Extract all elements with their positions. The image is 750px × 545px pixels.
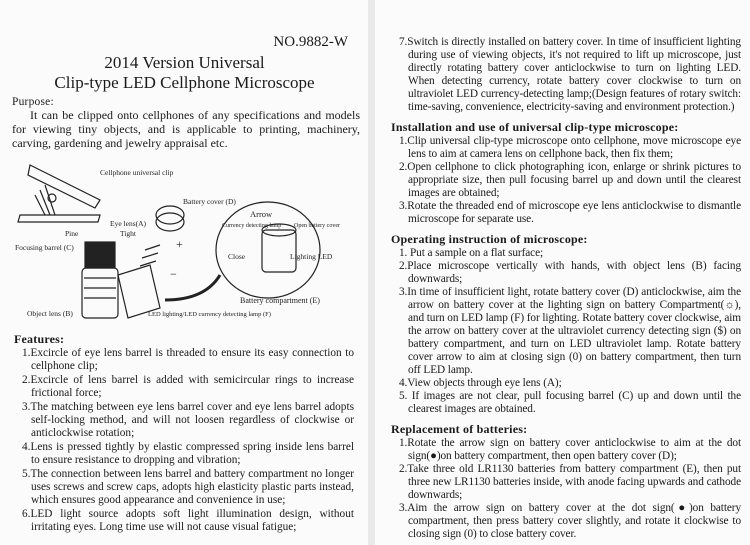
label-clip: Cellphone universal clip [100, 168, 174, 177]
label-eye-lens: Eye lens(A) [110, 219, 147, 228]
label-object-lens: Object lens (B) [27, 309, 73, 318]
feature-7-section [391, 36, 741, 114]
clip-illustration [18, 165, 100, 222]
operating-item: 5. If images are not clear, pull focusing barrel (C) up and down until the clearest images are obtained. [399, 390, 741, 415]
replacement-item: 3.Aim the arrow sign on battery cover at the dot sign(●)on battery compartment, then press battery cover slightly, and rotate it clockwise to closing sign (0) to close battery cover. [399, 502, 741, 540]
right-page [375, 0, 750, 545]
label-battery-compartment: Battery compartment (E) [240, 296, 320, 305]
operating-item: 3.In time of insufficient light, rotate battery cover (D) anticlockwise, aim the arrow on battery cover at the lighting sign on battery Compartment(☼), and turn on LED lamp (F) for lighting. Rotate battery cover clockwise, aim the arrow on battery cover at the ultraviolet currency detecting sign ($) on battery compartment, and turn on LED ultraviolet lamp. Rotate battery cover arrow to aim at closing sign (0) on battery compartment, then turn off LED lamp. [399, 286, 741, 376]
features-heading: Features: [14, 332, 65, 346]
operating-item: 2.Place microscope vertically with hands, with object lens (B) facing downwards; [399, 260, 741, 285]
feature-item: 3.The matching between eye lens barrel cover and eye lens barrel adopts self-locking method, and will not loosen regardless of clockwise or anticlockwise rotation; [22, 400, 354, 440]
label-battery-cover: Battery cover (D) [183, 197, 236, 206]
installation-item: 3.Rotate the threaded end of microscope eye lens anticlockwise to dismantle microscope for separate use. [399, 200, 741, 225]
installation-section [391, 120, 741, 226]
label-tight: Tight [120, 229, 136, 238]
label-plus: + [176, 237, 183, 251]
microscope-diagram [0, 160, 368, 330]
installation-item: 2.Open cellphone to click photographing icon, enlarge or shrink pictures to appropriate size, then pull focusing barrel up and down until the clearest images are obtained; [399, 161, 741, 199]
operating-section [391, 232, 741, 416]
replacement-item: 1.Rotate the arrow sign on battery cover anticlockwise to aim at the dot sign(●)on battery compartment, then open battery cover (D); [399, 437, 741, 462]
replacement-heading: Replacement of batteries: [391, 422, 528, 436]
installation-heading: Installation and use of universal clip-type microscope: [391, 120, 679, 134]
model-number: NO.9882-W [273, 34, 348, 50]
label-currency-lamp: Currency detecting lamp [222, 223, 282, 229]
operating-item: 1. Put a sample on a flat surface; [399, 247, 544, 259]
feature-item: 2.Excircle of lens barrel is added with semicircular rings to increase frictional force; [22, 373, 354, 400]
feature-item-7: 7.Switch is directly installed on battery cover. In time of insufficient lighting during use of viewing objects, it's not required to lift up microscope, just directly rotating battery cover anticlockwise to turn on lighting LED. When detecting currency, rotate battery cover clockwise to turn on ultraviolet LED currency-detecting lamp;(Design features of rotary switch: time-saving, convenience, electricity-saving and environment protection.) [399, 36, 741, 113]
label-pine: Pine [65, 229, 79, 238]
label-close: Close [228, 252, 246, 261]
label-lighting-led: Lighting LED [290, 252, 333, 261]
operating-heading: Operating instruction of microscope: [391, 232, 588, 246]
label-led-lamp: LED lighting/LED currency detecting lamp (F) [148, 311, 271, 318]
feature-item: 5.The connection between lens barrel and battery compartment no longer uses screws and screw caps, adopts high elasticity plastic parts instead, which ensures good appearance and convenience in use; [22, 467, 354, 507]
label-focusing-barrel: Focusing barrel (C) [15, 243, 74, 252]
document-title [12, 53, 357, 93]
installation-item: 1.Clip universal clip-type microscope onto cellphone, move microscope eye lens to aim at camera lens on cellphone back, then fix them; [399, 135, 741, 160]
purpose-section [12, 96, 360, 150]
feature-item: 4.Lens is pressed tightly by elastic compressed spring inside lens barrel to ensure resistance to dropping and vibration; [22, 440, 354, 467]
replacement-section [391, 422, 741, 541]
features-section [14, 332, 354, 535]
replacement-item: 2.Take three old LR1130 batteries from battery compartment (E), then put three new LR1130 batteries inside, with anode facing upwards and cathode downwards; [399, 463, 741, 501]
feature-item: 1.Excircle of eye lens barrel is threaded to ensure its easy connection to cellphone clip; [22, 347, 354, 373]
left-page [0, 0, 368, 545]
label-arrow: Arrow [250, 209, 273, 219]
feature-item: 6.LED light source adopts soft light illumination design, without irritating eyes. Long time use will not cause visual fatigue; [22, 507, 354, 534]
title-line-1: 2014 Version Universal [104, 53, 265, 72]
purpose-text: It can be clipped onto cellphones of any specifications and models for viewing tiny objects, and is applicable to printing, machinery, carving, gardening and jewelry appraisal etc. [12, 108, 360, 150]
title-line-2: Clip-type LED Cellphone Microscope [54, 73, 315, 92]
label-minus: − [170, 267, 177, 281]
label-open-cover: Open battery cover [294, 223, 340, 229]
purpose-heading: Purpose: [12, 96, 54, 108]
operating-item: 4.View objects through eye lens (A); [399, 377, 562, 389]
right-page-content [391, 36, 741, 541]
